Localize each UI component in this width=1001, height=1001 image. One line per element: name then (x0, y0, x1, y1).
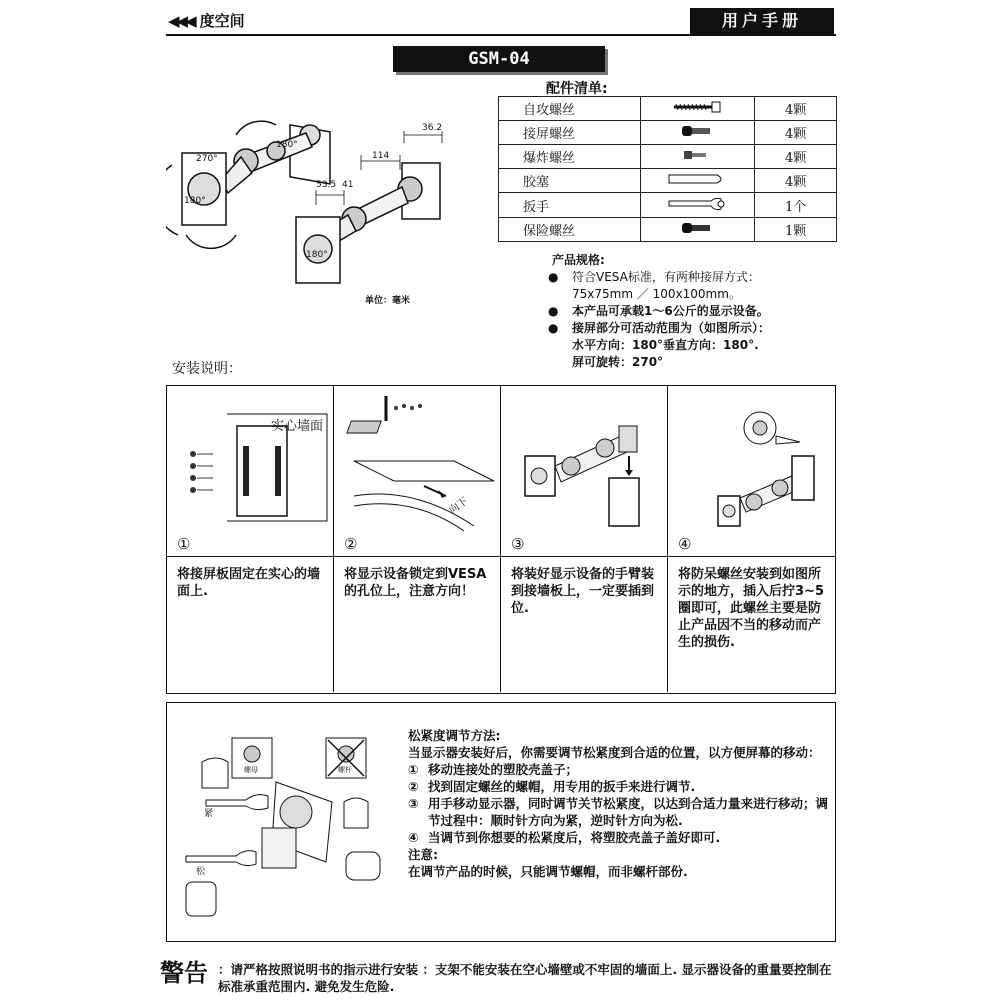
part-qty: 4颗 (755, 97, 837, 121)
direction-label: 向下 (447, 495, 471, 517)
parts-table (498, 96, 837, 242)
tension-adjust-illustration (176, 732, 396, 932)
part-qty: 1颗 (755, 218, 837, 242)
part-name: 爆炸螺丝 (499, 145, 641, 169)
arm-attach-illustration (501, 386, 667, 534)
wall-label: 实心墙面 (271, 419, 324, 434)
install-step-2 (334, 386, 501, 692)
spec-item: ● 本产品可承载1～6公斤的显示设备。 (548, 303, 838, 320)
table-row (499, 121, 837, 145)
loosen-step: ④ 当调节到你想要的松紧度后，将塑胶壳盖子盖好即可. (408, 830, 721, 845)
part-name: 自攻螺丝 (499, 97, 641, 121)
screen-screw-icon (678, 123, 718, 139)
step-text: 将防呆螺丝安装到如图所示的地方，插入后拧3~5圈即可，此螺丝主要是防止产品因不当的移动而产生的损伤. (678, 567, 824, 650)
warning-text: ：请严格按照说明书的指示进行安装 ：支架不能安装在空心墙壁或不牢固的墙面上. 显示器设备的重量要控制在标准承重范围内. 避免发生危险. (218, 962, 832, 994)
install-step-1 (167, 386, 334, 692)
part-qty: 1个 (755, 193, 837, 218)
install-steps-grid (166, 385, 836, 694)
spec-item: ● 接屏部分可活动范围为（如图所示）： 水平方向：180°垂直方向：180°. 屏可旋转：270° (548, 320, 838, 371)
part-name: 保险螺丝 (499, 218, 641, 242)
safety-screw-illustration (668, 386, 834, 534)
loosen-step: ① 移动连接处的塑胶壳盖子； (408, 762, 579, 777)
angle-label: 180° (306, 250, 328, 260)
part-qty: 4颗 (755, 145, 837, 169)
loosen-step: ③ 用手移动显示器，同时调节关节松紧度，以达到合适力量来进行移动；调节过程中：顺时针方向为紧，逆时针方向为松. (408, 796, 829, 828)
part-qty: 4颗 (755, 121, 837, 145)
dim-label: 53.5 (316, 180, 337, 190)
dim-label: 41 (342, 180, 354, 190)
step-number: ③ (511, 535, 525, 553)
loosen-step: ② 找到固定螺丝的螺帽，用专用的扳手来进行调节. (408, 779, 696, 794)
wrench-icon (663, 193, 733, 213)
bolt-label: 螺杆 (338, 766, 352, 774)
wall-plate-illustration (167, 386, 333, 534)
step-number: ① (177, 535, 191, 553)
vesa-mount-illustration (334, 386, 500, 534)
loose-label: 松 (196, 867, 206, 877)
install-step-3 (501, 386, 668, 692)
model-title: GSM-04 (393, 46, 605, 72)
angle-label: 180° (276, 140, 298, 150)
header-divider (166, 34, 836, 36)
nut-label: 螺母 (244, 766, 258, 774)
step-number: ④ (678, 535, 692, 553)
part-name: 扳手 (499, 193, 641, 218)
table-row (499, 97, 837, 121)
loosen-title: 松紧度调节方法: (408, 728, 501, 743)
part-name: 接屏螺丝 (499, 121, 641, 145)
dim-label: 36.2 (422, 123, 443, 133)
tight-label: 紧 (204, 809, 214, 819)
install-title: 安装说明： (172, 361, 242, 377)
table-row (499, 218, 837, 242)
note-text: 在调节产品的时候，只能调节螺帽，而非螺杆部份. (408, 864, 688, 879)
wall-plug-icon (663, 171, 733, 187)
unit-label: 单位：毫米 (365, 296, 411, 306)
step-text: 将装好显示设备的手臂装到接墙板上，一定要插到位. (511, 567, 655, 616)
part-qty: 4颗 (755, 169, 837, 193)
product-specs (548, 252, 838, 371)
step-text: 将显示设备锁定到VESA的孔位上，注意方向！ (344, 567, 487, 599)
tension-adjust-text (408, 727, 828, 880)
step-number: ② (344, 535, 358, 553)
warning-title: 警告 (160, 959, 208, 987)
manual-tag: 用户手册 (690, 8, 834, 34)
install-step-4 (668, 386, 835, 692)
specs-title: 产品规格: (552, 253, 605, 267)
self-tapping-screw-icon (668, 100, 728, 114)
angle-label: 180° (184, 196, 206, 206)
angle-label: 270° (196, 154, 218, 164)
safety-screw-icon (678, 220, 718, 236)
part-name: 胶塞 (499, 169, 641, 193)
note-title: 注意: (408, 847, 438, 862)
parts-list-title: 配件清单: (546, 81, 608, 97)
brand-arrows-icon: ◀◀◀ (168, 12, 194, 30)
brand-name: 度空间 (199, 12, 245, 30)
expansion-screw-icon (678, 147, 718, 163)
table-row (499, 193, 837, 218)
table-row (499, 169, 837, 193)
table-row (499, 145, 837, 169)
brand-logo (168, 10, 245, 31)
spec-item: ● 符合VESA标准，有两种接屏方式： 75x75mm ／ 100x100mm。 (548, 269, 838, 303)
dim-label: 114 (372, 151, 390, 161)
step-text: 将接屏板固定在实心的墙面上. (177, 567, 321, 599)
product-dimension-diagram (166, 95, 496, 305)
loosen-intro: 当显示器安装好后，你需要调节松紧度到合适的位置，以方便屏幕的移动： (408, 745, 821, 760)
